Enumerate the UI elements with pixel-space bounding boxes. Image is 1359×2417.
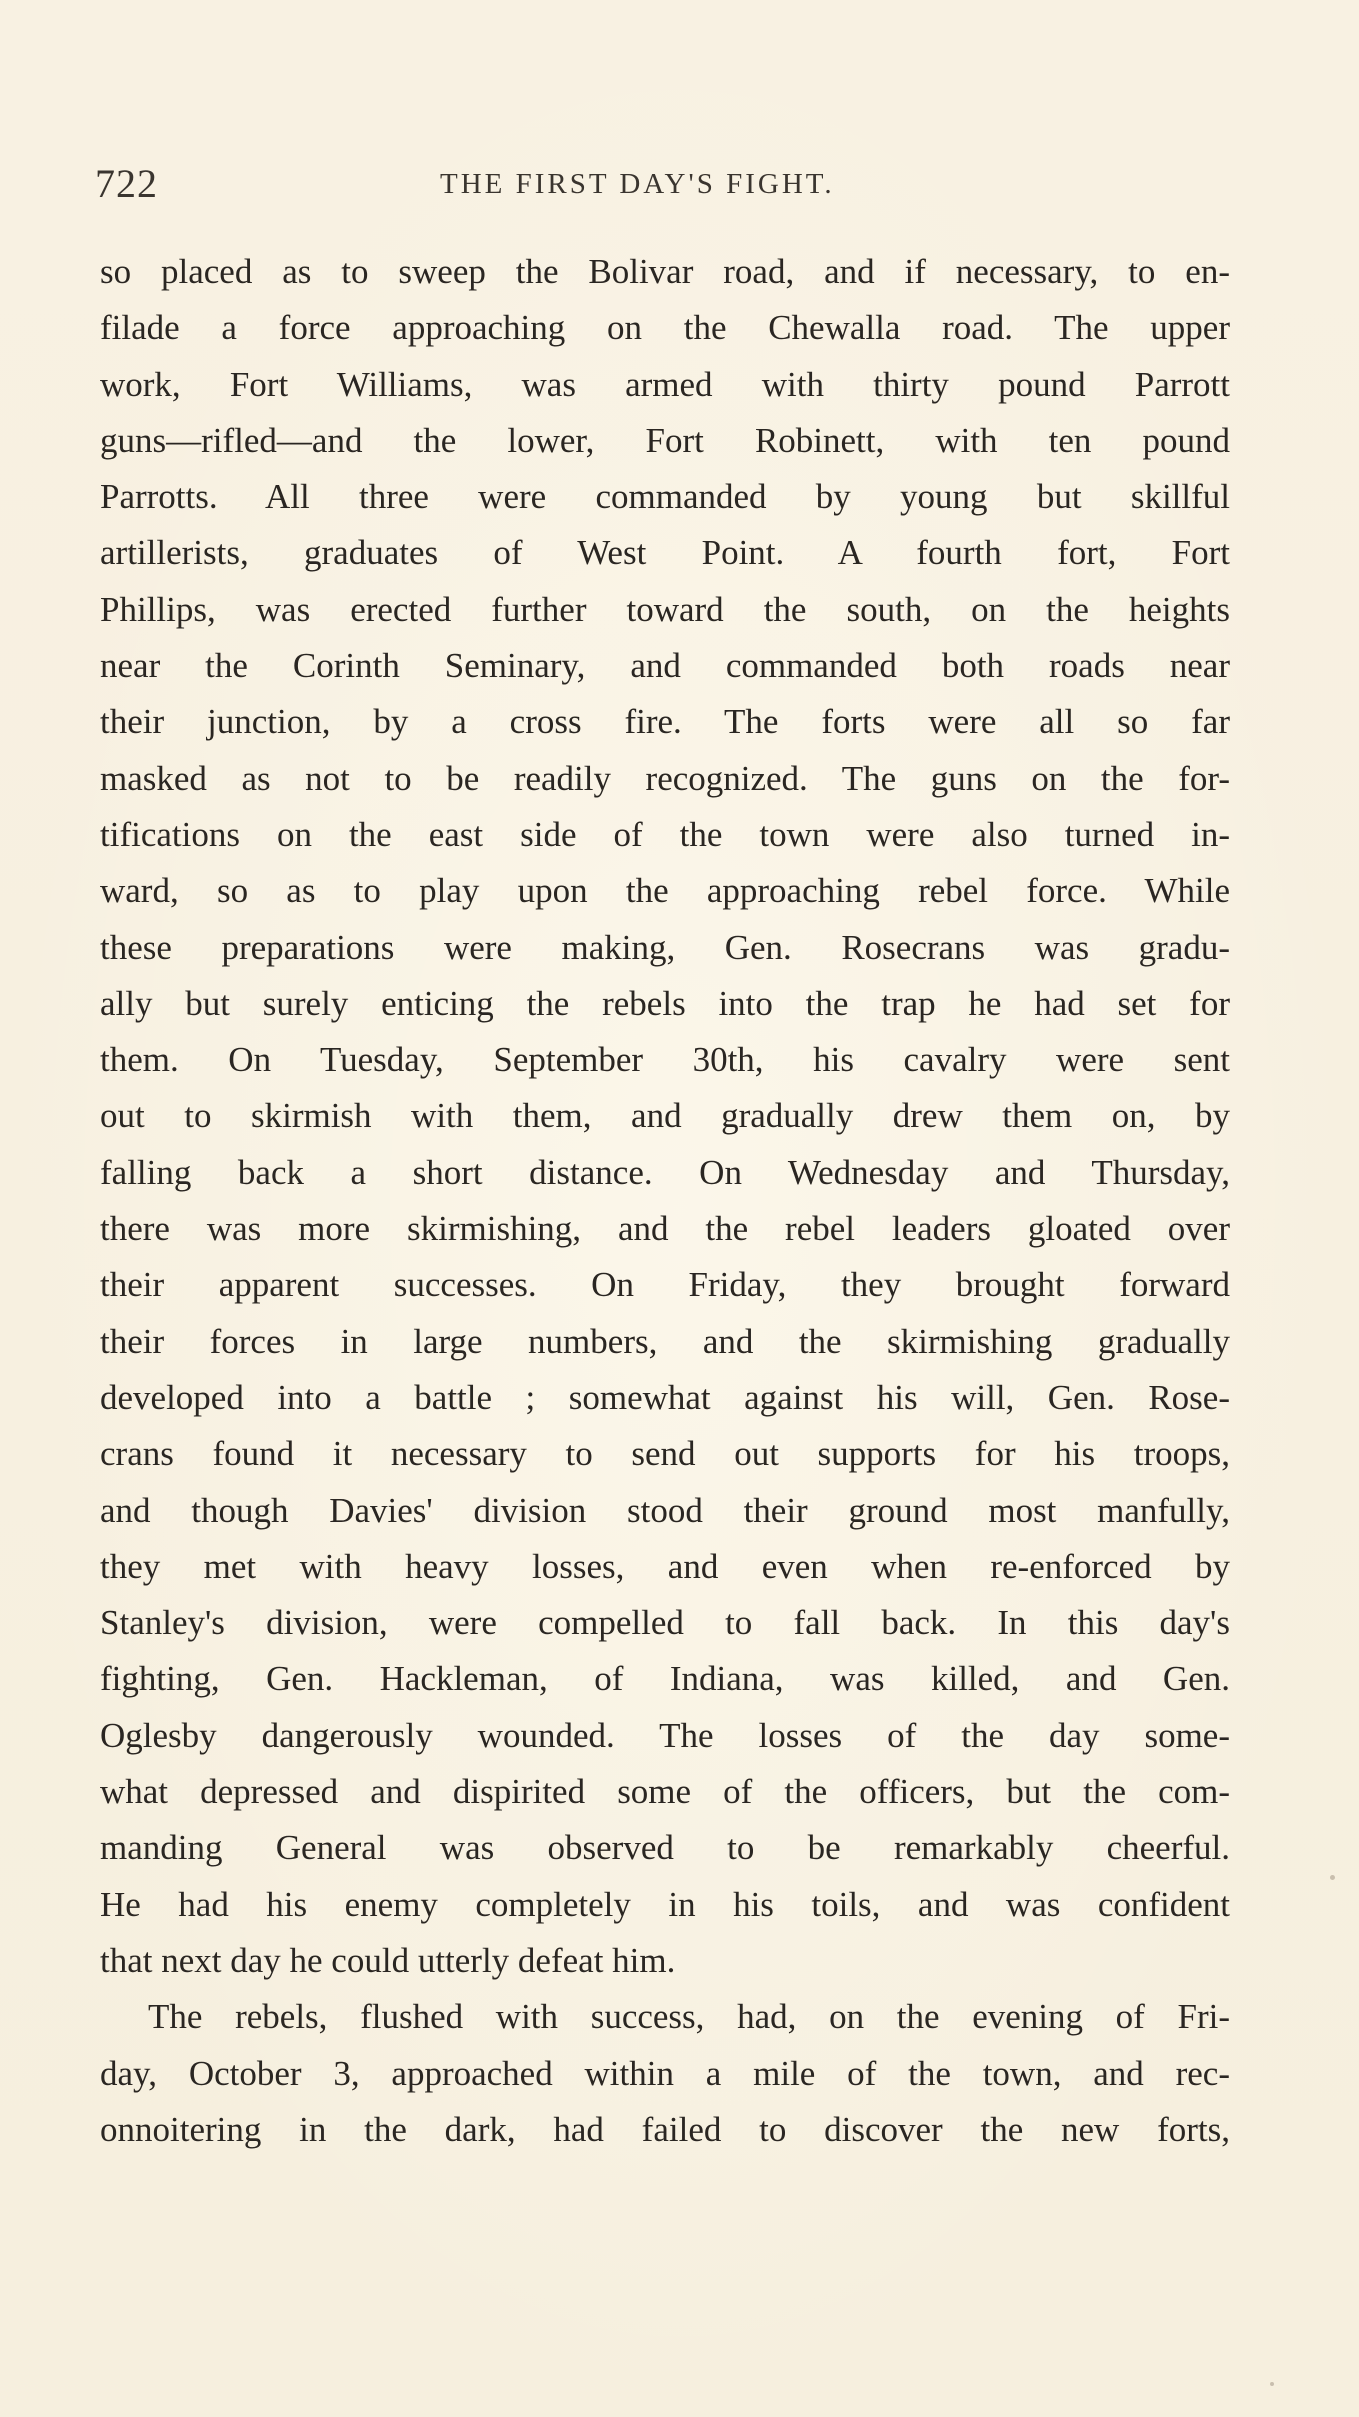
text-line: and though Davies' division stood their ground most manfully,	[100, 1490, 1230, 1530]
text-line: guns—rifled—and the lower, Fort Robinett, with ten pound	[100, 420, 1230, 460]
text-line: artillerists, graduates of West Point. A fourth fort, Fort	[100, 533, 1230, 573]
text-line: ward, so as to play upon the approaching rebel force. While	[100, 871, 1230, 911]
text-line: they met with heavy losses, and even when re-enforced by	[100, 1546, 1230, 1586]
running-head	[95, 160, 1225, 210]
text-line: work, Fort Williams, was armed with thirty pound Parrott	[100, 364, 1230, 404]
text-line: falling back a short distance. On Wednesday and Thursday,	[100, 1152, 1230, 1192]
text-line: so placed as to sweep the Bolivar road, and if necessary, to en-	[100, 252, 1230, 291]
text-line: onnoitering in the dark, had failed to discover the new forts,	[100, 2109, 1230, 2149]
paper-speck	[1330, 1875, 1335, 1880]
text-line: Oglesby dangerously wounded. The losses of the day some-	[100, 1715, 1230, 1755]
text-line: them. On Tuesday, September 30th, his cavalry were sent	[100, 1040, 1230, 1080]
text-line: manding General was observed to be remarkably cheerful.	[100, 1828, 1230, 1868]
text-line: their junction, by a cross fire. The forts were all so far	[100, 702, 1230, 742]
text-line: masked as not to be readily recognized. The guns on the for-	[100, 758, 1230, 798]
text-line: their apparent successes. On Friday, they brought forward	[100, 1265, 1230, 1305]
text-line: Stanley's division, were compelled to fall back. In this day's	[100, 1603, 1230, 1643]
text-line: Phillips, was erected further toward the south, on the heights	[100, 589, 1230, 629]
text-line-paragraph-end: that next day he could utterly defeat him.	[100, 1940, 676, 1980]
text-line: these preparations were making, Gen. Rosecrans was gradu-	[100, 927, 1230, 967]
text-line: there was more skirmishing, and the rebel leaders gloated over	[100, 1209, 1230, 1249]
paper-speck	[1270, 2382, 1274, 2386]
body-text	[100, 244, 1230, 2158]
text-line-paragraph-start: The rebels, flushed with success, had, on the evening of Fri-	[148, 1997, 1230, 2037]
text-line: out to skirmish with them, and gradually drew them on, by	[100, 1096, 1230, 1136]
text-line: what depressed and dispirited some of the officers, but the com-	[100, 1772, 1230, 1812]
text-line: filade a force approaching on the Chewalla road. The upper	[100, 308, 1230, 348]
text-line: Parrotts. All three were commanded by young but skillful	[100, 477, 1230, 517]
text-line: fighting, Gen. Hackleman, of Indiana, was killed, and Gen.	[100, 1659, 1230, 1699]
text-line: crans found it necessary to send out supports for his troops,	[100, 1434, 1230, 1474]
text-line: tifications on the east side of the town were also turned in-	[100, 814, 1230, 854]
text-line: day, October 3, approached within a mile of the town, and rec-	[100, 2053, 1230, 2093]
text-line: near the Corinth Seminary, and commanded both roads near	[100, 646, 1230, 686]
text-line: their forces in large numbers, and the skirmishing gradually	[100, 1321, 1230, 1361]
text-line: developed into a battle ; somewhat against his will, Gen. Rose-	[100, 1377, 1230, 1417]
text-line: ally but surely enticing the rebels into the trap he had set for	[100, 983, 1230, 1023]
running-title: THE FIRST DAY'S FIGHT.	[440, 168, 835, 200]
text-line: He had his enemy completely in his toils, and was confident	[100, 1884, 1230, 1924]
page-number: 722	[95, 161, 158, 206]
